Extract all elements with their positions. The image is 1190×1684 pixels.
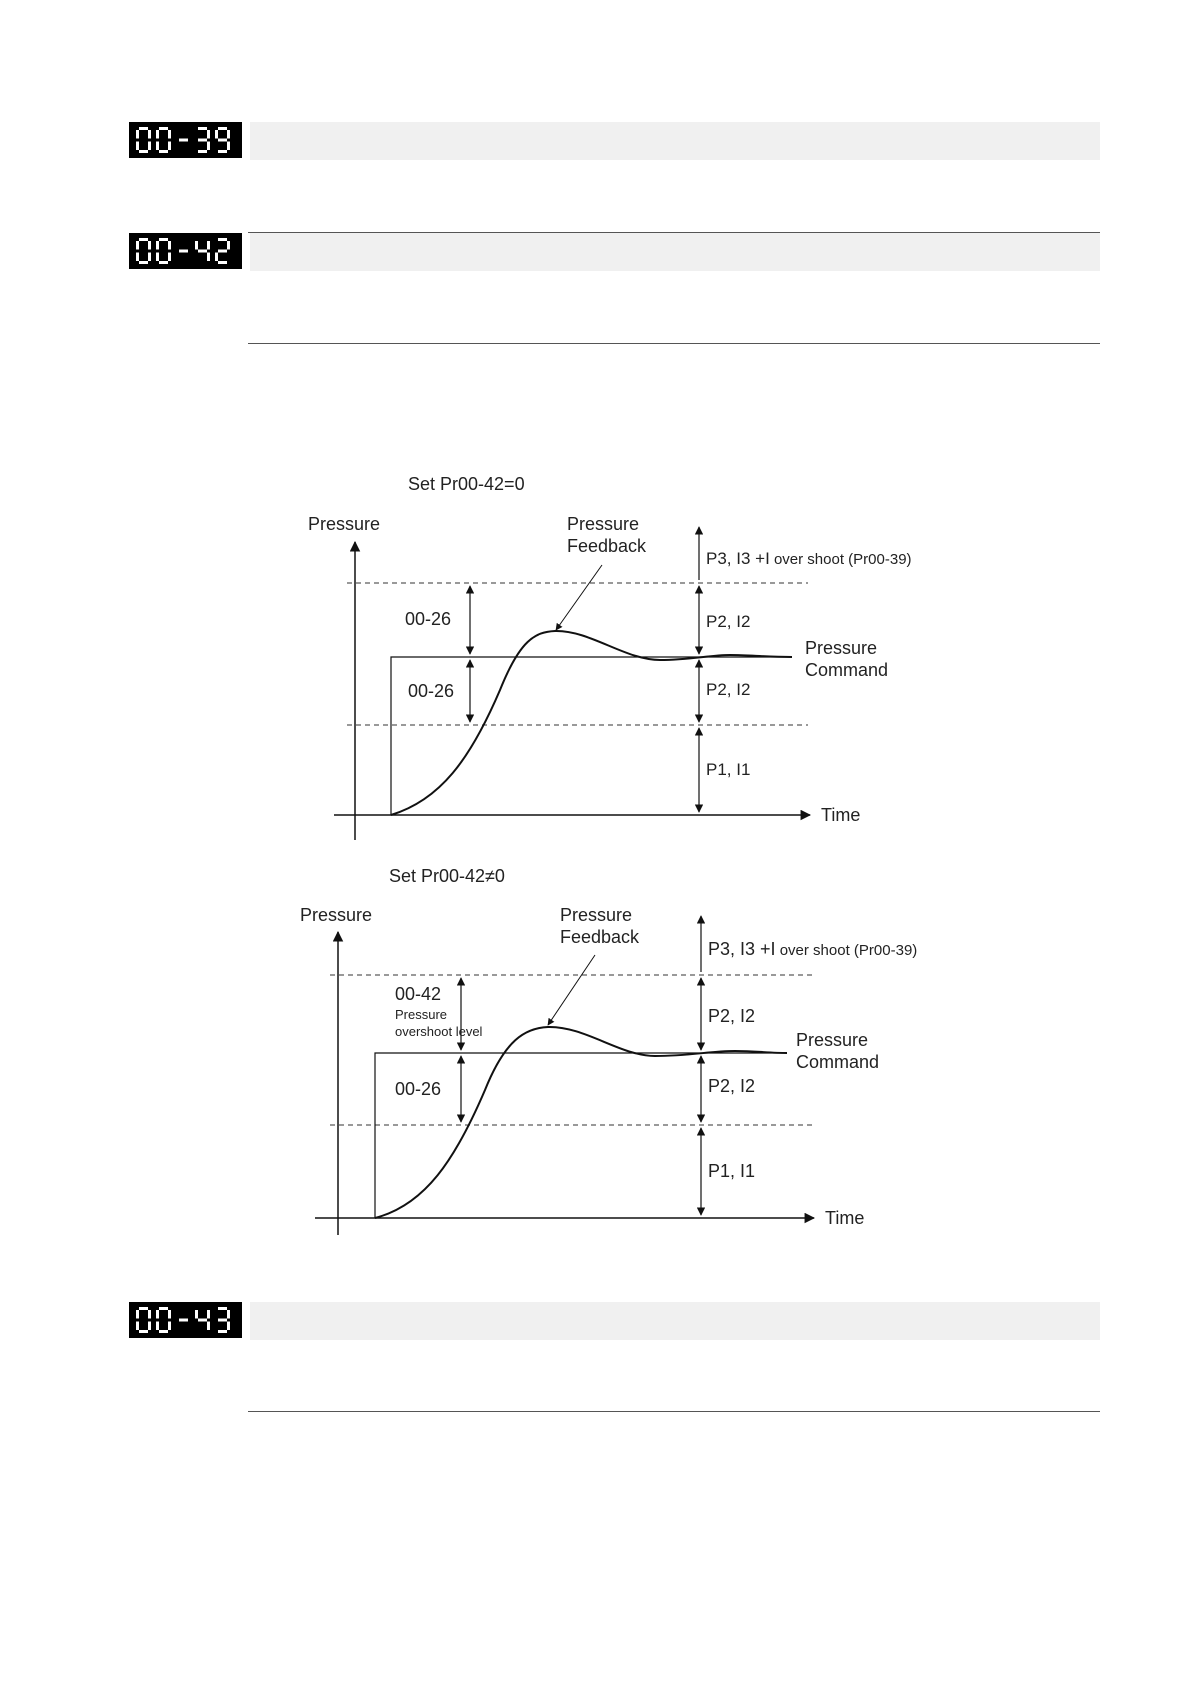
x-axis-label: Time bbox=[821, 805, 861, 825]
zone-upper-label: P2, I2 bbox=[706, 612, 751, 631]
upper-left-sublabel: Pressure overshoot level bbox=[395, 1007, 483, 1039]
pressure-feedback-curve bbox=[391, 631, 792, 815]
zone-top-label: P3, I3 +I over shoot (Pr00-39) bbox=[706, 549, 912, 568]
feedback-label: Pressure Feedback bbox=[560, 905, 640, 947]
figure-2-caption: Set Pr00-42≠0 bbox=[389, 866, 505, 886]
zone-upper-label: P2, I2 bbox=[708, 1006, 756, 1026]
upper-left-label: 00-26 bbox=[405, 609, 452, 629]
command-label: Pressure Command bbox=[805, 638, 889, 680]
feedback-label: Pressure Feedback bbox=[567, 514, 647, 556]
lower-left-label: 00-26 bbox=[408, 681, 455, 701]
pressure-feedback-curve bbox=[375, 1027, 787, 1218]
lower-left-label: 00-26 bbox=[395, 1079, 442, 1099]
zone-bottom-label: P1, I1 bbox=[708, 1161, 756, 1181]
feedback-pointer bbox=[548, 955, 595, 1025]
command-label: Pressure Command bbox=[796, 1030, 880, 1072]
figure-1-caption: Set Pr00-42=0 bbox=[408, 474, 525, 494]
upper-left-label: 00-42 bbox=[395, 984, 442, 1004]
figure-2 bbox=[300, 866, 917, 1235]
x-axis-label: Time bbox=[825, 1208, 865, 1228]
zone-lower-label: P2, I2 bbox=[706, 680, 751, 699]
feedback-pointer bbox=[556, 565, 602, 630]
figure-1 bbox=[308, 474, 912, 840]
zone-top-label: P3, I3 +I over shoot (Pr00-39) bbox=[708, 939, 918, 959]
y-axis-label: Pressure bbox=[300, 905, 373, 925]
zone-bottom-label: P1, I1 bbox=[706, 760, 751, 779]
zone-lower-label: P2, I2 bbox=[708, 1076, 756, 1096]
y-axis-label: Pressure bbox=[308, 514, 381, 534]
